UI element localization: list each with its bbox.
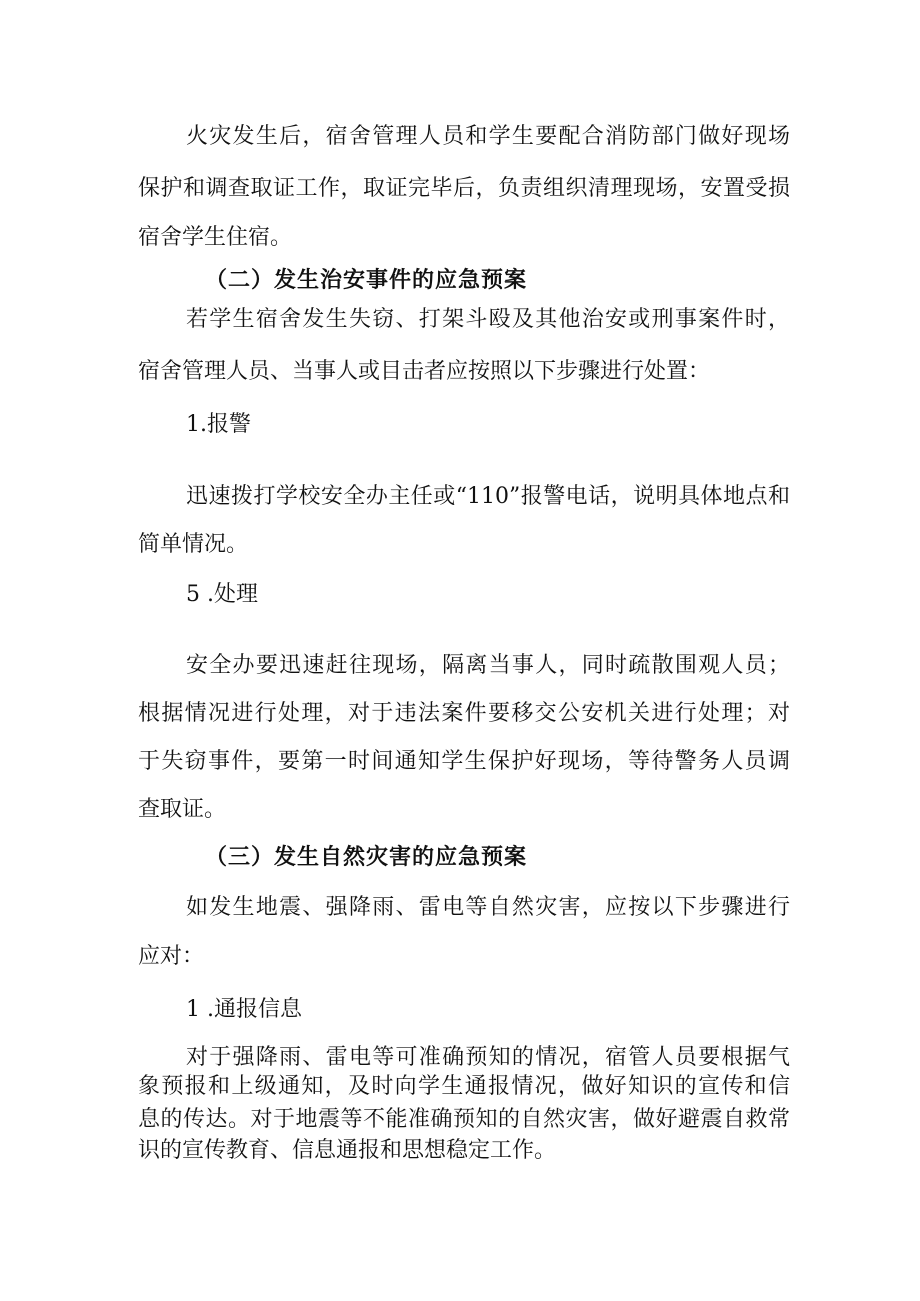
paragraph-notify-line-2: 象预报和上级通知，及时向学生通报情况，做好知识的宣传和信 <box>138 1074 790 1099</box>
section-heading-natural-disaster: （三）发生自然灾害的应急预案 <box>205 845 528 870</box>
paragraph-handling-line-2: 根据情况进行处理，对于违法案件要移交公安机关进行处理；对 <box>138 701 790 726</box>
paragraph-fire-line-3: 宿舍学生住宿。 <box>138 225 293 250</box>
list-item-notify: 1 .通报信息 <box>186 997 302 1022</box>
paragraph-notify-line-1: 对于强降雨、雷电等可准确预知的情况，宿管人员要根据气 <box>186 1045 790 1070</box>
paragraph-notify-line-4: 识的宣传教育、信息通报和思想稳定工作。 <box>138 1138 557 1163</box>
list-item-handling: 5 .处理 <box>186 582 258 607</box>
paragraph-fire-line-1: 火灾发生后，宿舍管理人员和学生要配合消防部门做好现场 <box>186 124 790 149</box>
list-item-report-police: 1.报警 <box>186 412 251 437</box>
paragraph-security-line-2: 宿舍管理人员、当事人或目击者应按照以下步骤进行处置： <box>138 359 711 384</box>
paragraph-notify-line-3: 息的传达。对于地震等不能准确预知的自然灾害，做好避震自救常 <box>138 1107 790 1132</box>
paragraph-handling-line-1: 安全办要迅速赶往现场，隔离当事人，同时疏散围观人员； <box>186 653 790 678</box>
section-heading-security: （二）发生治安事件的应急预案 <box>205 268 528 293</box>
paragraph-disaster-line-2: 应对： <box>138 944 205 969</box>
paragraph-security-line-1: 若学生宿舍发生失窃、打架斗殴及其他治安或刑事案件时， <box>186 307 790 332</box>
paragraph-handling-line-4: 查取证。 <box>138 797 227 822</box>
paragraph-handling-line-3: 于失窃事件，要第一时间通知学生保护好现场，等待警务人员调 <box>138 749 790 774</box>
paragraph-disaster-line-1: 如发生地震、强降雨、雷电等自然灾害，应按以下步骤进行 <box>186 895 790 920</box>
paragraph-report-line-1: 迅速拨打学校安全办主任或“110”报警电话，说明具体地点和 <box>186 484 790 509</box>
paragraph-fire-line-2: 保护和调查取证工作，取证完毕后，负责组织清理现场，安置受损 <box>138 176 790 201</box>
paragraph-report-line-2: 简单情况。 <box>138 532 249 557</box>
